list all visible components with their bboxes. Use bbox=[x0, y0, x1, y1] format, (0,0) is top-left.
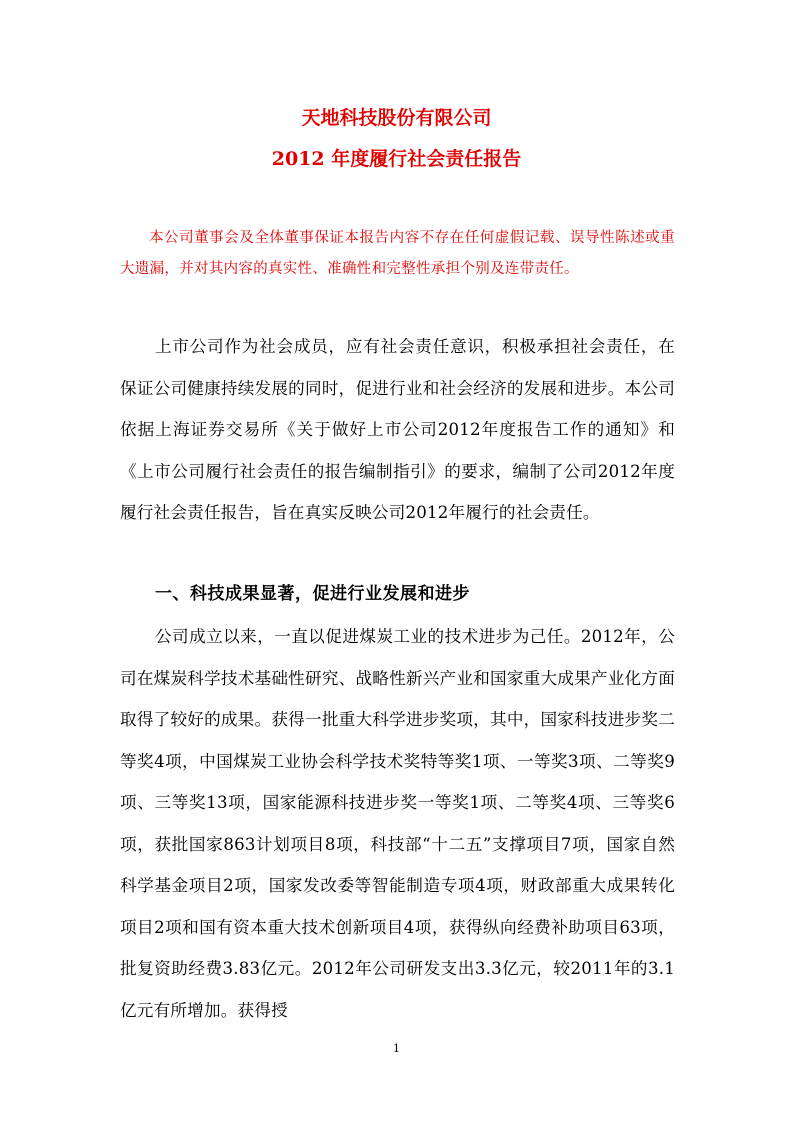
board-statement: 本公司董事会及全体董事保证本报告内容不存在任何虚假记载、误导性陈述或重大遗漏，并对其内容的真实性、准确性和完整性承担个别及连带责任。 bbox=[120, 230, 675, 277]
intro-paragraph: 上市公司作为社会成员，应有社会责任意识，积极承担社会责任，在保证公司健康持续发展的同时，促进行业和社会经济的发展和进步。本公司依据上海证券交易所《关于做好上市公司2012年度报告工作的通知》和《上市公司履行社会责任的报告编制指引》的要求，编制了公司2012年度履行社会责任报告，旨在真实反映公司2012年履行的社会责任。 bbox=[120, 337, 675, 522]
intro-section bbox=[120, 326, 675, 534]
page-number: 1 bbox=[393, 1042, 400, 1055]
section-heading: 一、科技成果显著，促进行业发展和进步 bbox=[155, 584, 470, 604]
company-title: 天地科技股份有限公司 bbox=[301, 107, 492, 129]
section-1-body bbox=[120, 616, 675, 1031]
section-1-paragraph: 公司成立以来，一直以促进煤炭工业的技术进步为己任。2012年，公司在煤炭科学技术基础性研究、战略性新兴产业和国家重大成果产业化方面取得了较好的成果。获得一批重大科学进步奖项，其中，国家科技进步奖二等奖4项，中国煤炭工业协会科学技术奖特等奖1项、一等奖3项、二等奖9项、三等奖13项，国家能源科技进步奖一等奖1项、二等奖4项、三等奖6项，获批国家863计划项目8项，科技部“十二五”支撑项目7项，国家自然科学基金项目2项，国家发改委等智能制造专项4项，财政部重大成果转化项目2项和国有资本重大技术创新项目4项，获得纵向经费补助项目63项，批复资助经费3.83亿元。2012年公司研发支出3.3亿元，较2011年的3.1亿元有所增加。获得授 bbox=[120, 627, 675, 1020]
report-title: 2012 年度履行社会责任报告 bbox=[271, 148, 522, 170]
